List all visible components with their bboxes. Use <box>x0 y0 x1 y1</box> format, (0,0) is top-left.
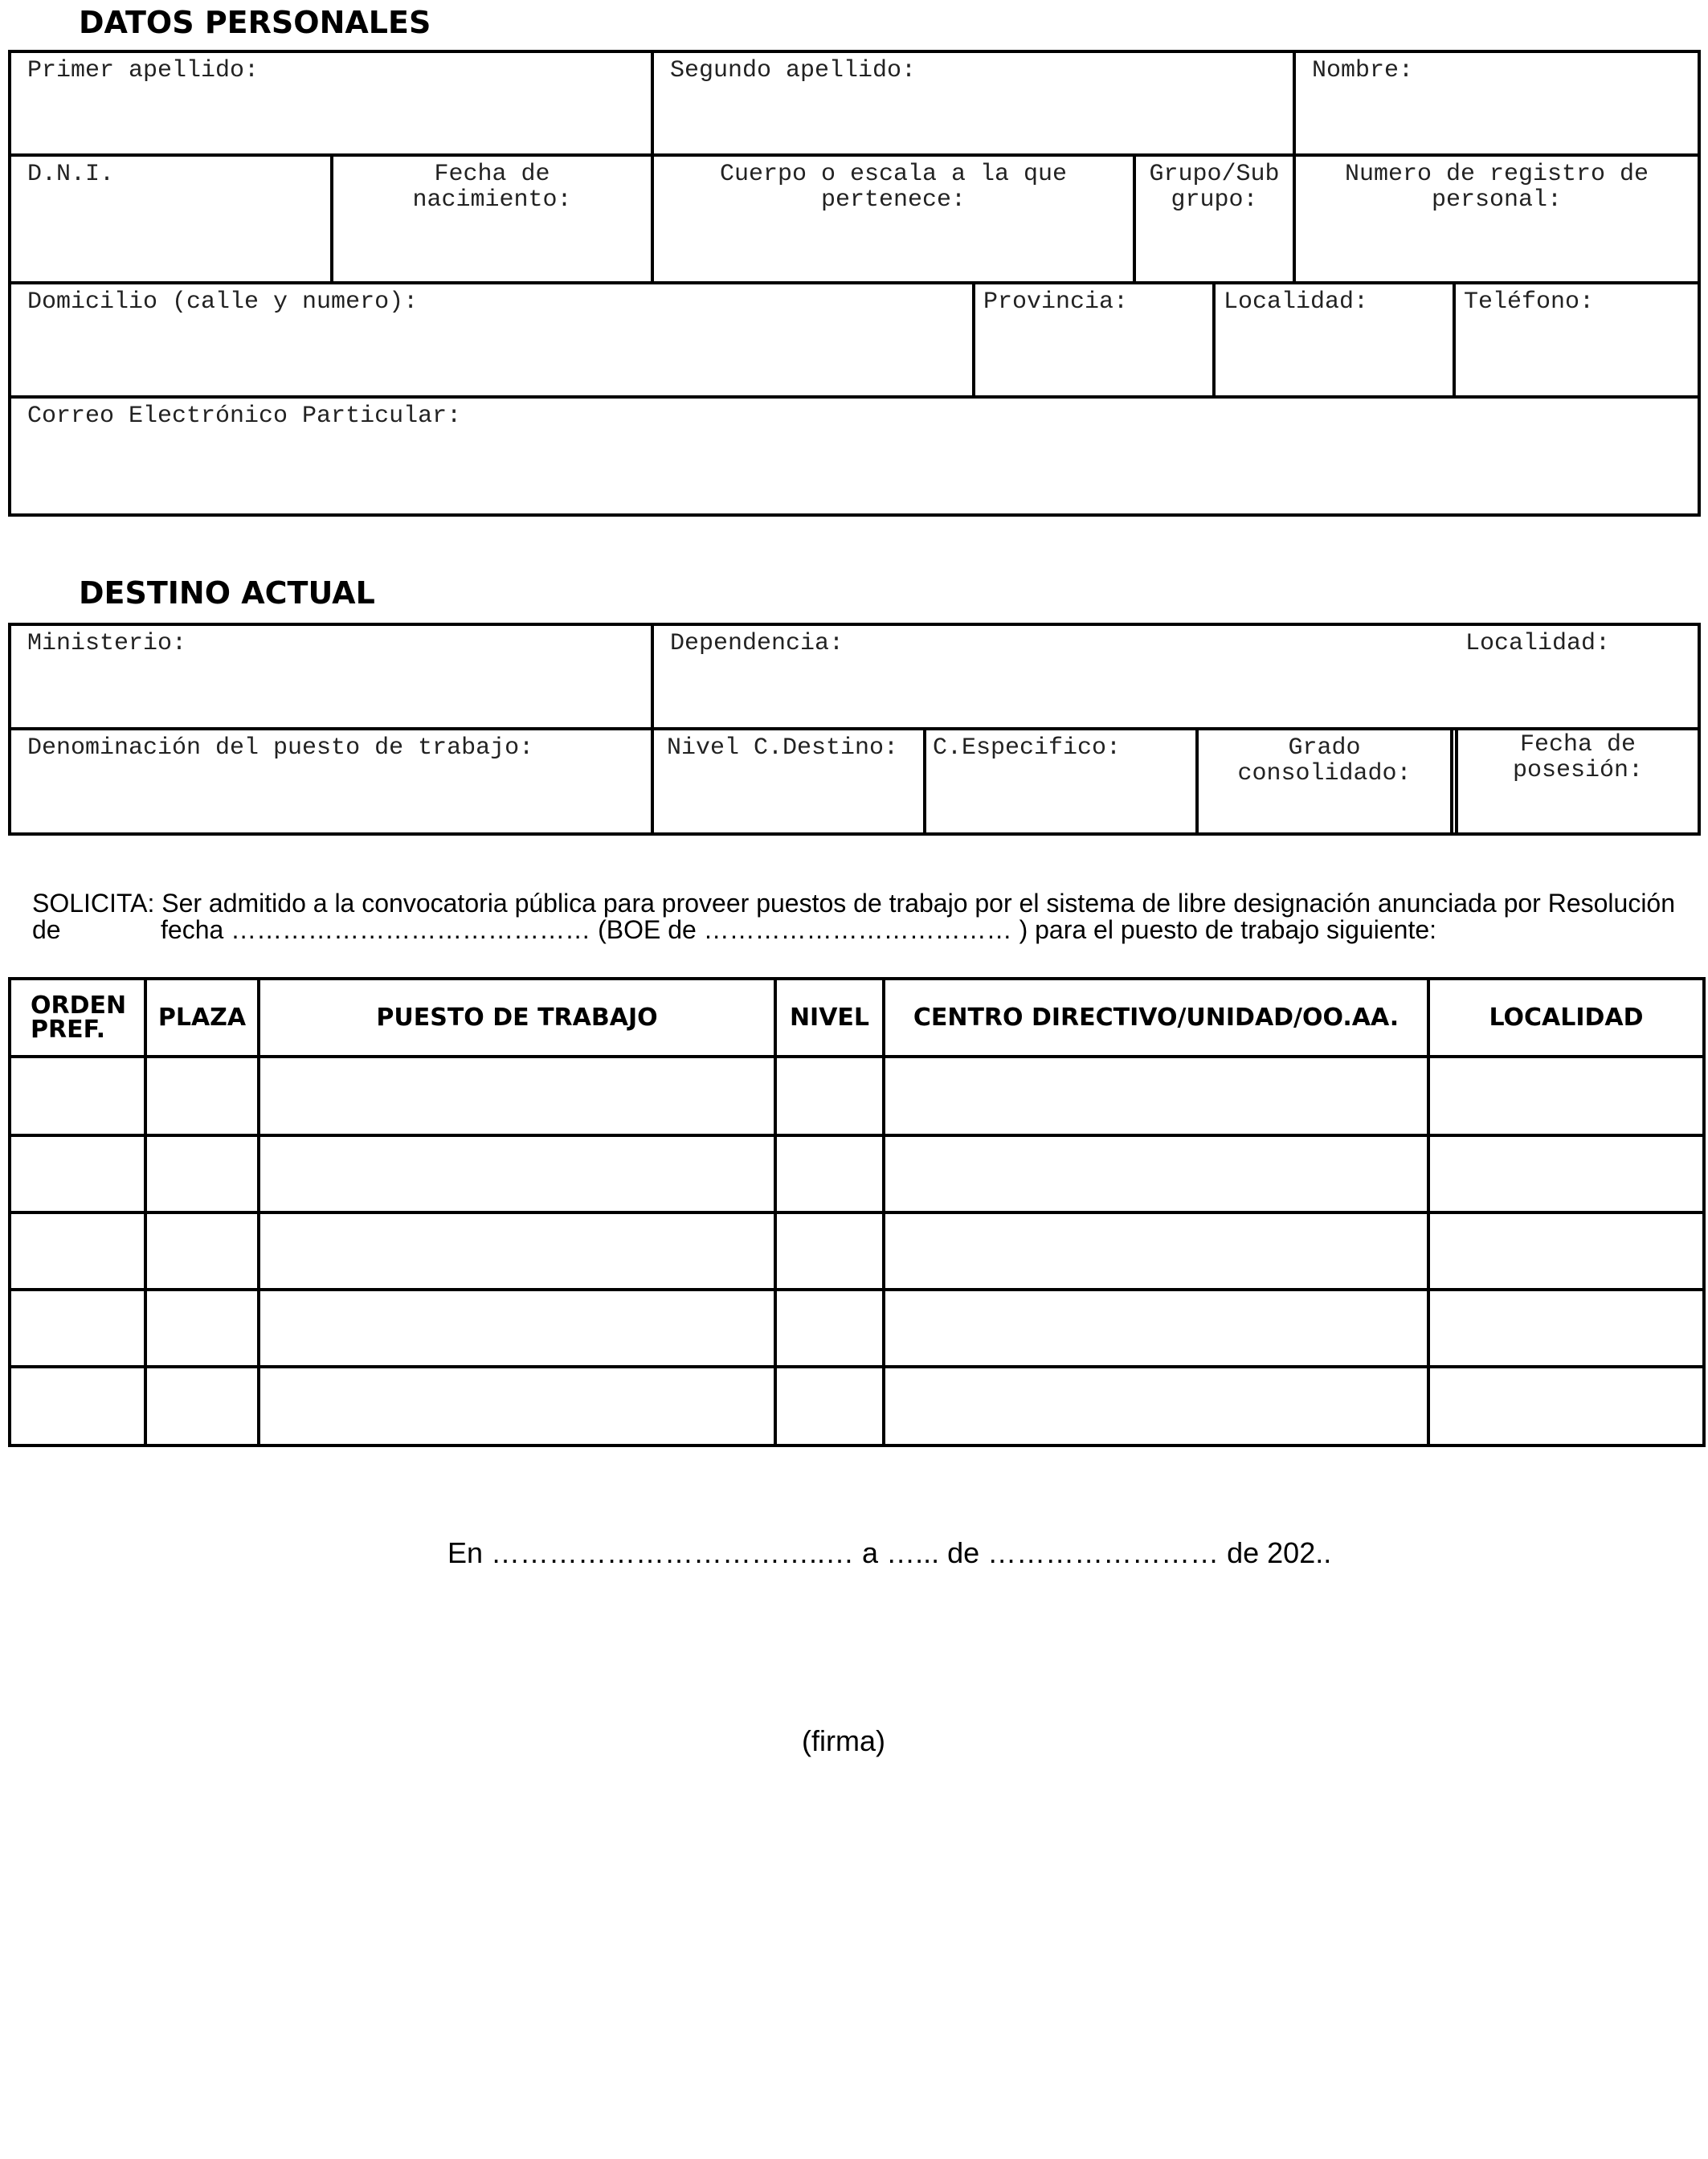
field-nombre[interactable] <box>1296 53 1698 153</box>
field-localidad[interactable] <box>1216 284 1453 395</box>
field-segundo-apellido[interactable] <box>654 53 1293 153</box>
especifico-label: C.Especifico: <box>933 734 1122 762</box>
header-centro-directivo: CENTRO DIRECTIVO/UNIDAD/OO.AA. <box>913 1003 1399 1032</box>
field-ministerio[interactable] <box>11 626 651 727</box>
telefono-label: Teléfono: <box>1464 288 1595 316</box>
field-cuerpo-escala[interactable] <box>654 157 1133 281</box>
ministerio-label: Ministerio: <box>27 630 187 657</box>
destino-localidad-label: Localidad: <box>1465 630 1611 657</box>
lugar-fecha-line: En ……………………………..… a …... de …………………… de 202.. <box>447 1536 1332 1569</box>
header-orden-pref: ORDEN PREF. <box>31 991 127 1044</box>
denominacion-label: Denominación del puesto de trabajo: <box>27 734 534 762</box>
dependencia-label: Dependencia: <box>670 630 844 657</box>
grado-label: Grado consolidado: <box>1237 734 1412 787</box>
segundo-apellido-label: Segundo apellido: <box>670 57 917 84</box>
nombre-label: Nombre: <box>1312 57 1414 84</box>
field-destino-localidad[interactable] <box>1446 626 1698 674</box>
table-row[interactable] <box>11 1058 1702 1134</box>
field-fecha-posesion[interactable] <box>1458 727 1698 832</box>
datos-personales-title: DATOS PERSONALES <box>79 5 431 40</box>
correo-label: Correo Electrónico Particular: <box>27 403 462 430</box>
numero-registro-label: Numero de registro de personal: <box>1344 161 1649 214</box>
table-row[interactable] <box>11 1137 1702 1211</box>
field-numero-registro[interactable] <box>1296 157 1698 281</box>
solicita-line2: fecha …………………………………… (BOE de ……………………………… ) para el puesto de trabajo siguiente: <box>161 915 1437 944</box>
header-nivel: NIVEL <box>789 1003 870 1032</box>
domicilio-label: Domicilio (calle y numero): <box>27 288 419 316</box>
table-row[interactable] <box>11 1291 1702 1365</box>
header-plaza: PLAZA <box>157 1003 247 1032</box>
table-row[interactable] <box>11 1214 1702 1288</box>
col-divider <box>1450 727 1453 836</box>
cuerpo-escala-label: Cuerpo o escala a la que pertenece: <box>719 161 1068 214</box>
field-grupo-subgrupo[interactable] <box>1136 157 1293 281</box>
header-localidad: LOCALIDAD <box>1489 1003 1644 1032</box>
solicita-line1: SOLICITA: Ser admitido a la convocatoria pública para proveer puestos de trabajo por el sistema de libre designación anunciada por Resolución de <box>32 889 1676 944</box>
primer-apellido-label: Primer apellido: <box>27 57 259 84</box>
field-grado[interactable] <box>1199 730 1450 832</box>
grupo-subgrupo-label: Grupo/Sub grupo: <box>1149 161 1280 214</box>
dni-label: D.N.I. <box>27 161 115 188</box>
provincia-label: Provincia: <box>983 288 1129 316</box>
field-domicilio[interactable] <box>11 284 972 395</box>
field-especifico[interactable] <box>926 730 1195 832</box>
header-puesto-trabajo: PUESTO DE TRABAJO <box>376 1003 658 1032</box>
fecha-nacimiento-label: Fecha de nacimiento: <box>412 161 572 214</box>
field-telefono[interactable] <box>1456 284 1698 395</box>
field-fecha-nacimiento[interactable] <box>333 157 651 281</box>
destino-actual-title: DESTINO ACTUAL <box>79 575 375 611</box>
firma-label: (firma) <box>802 1724 885 1757</box>
field-correo[interactable] <box>11 399 1698 513</box>
field-nivel-destino[interactable] <box>654 730 923 832</box>
field-primer-apellido[interactable] <box>11 53 651 153</box>
field-provincia[interactable] <box>975 284 1212 395</box>
field-denominacion[interactable] <box>11 730 651 832</box>
fecha-posesion-label: Fecha de posesión: <box>1512 731 1644 784</box>
localidad-label: Localidad: <box>1224 288 1369 316</box>
nivel-destino-label: Nivel C.Destino: <box>667 734 899 762</box>
table-row[interactable] <box>11 1368 1702 1444</box>
field-dni[interactable] <box>11 157 330 281</box>
